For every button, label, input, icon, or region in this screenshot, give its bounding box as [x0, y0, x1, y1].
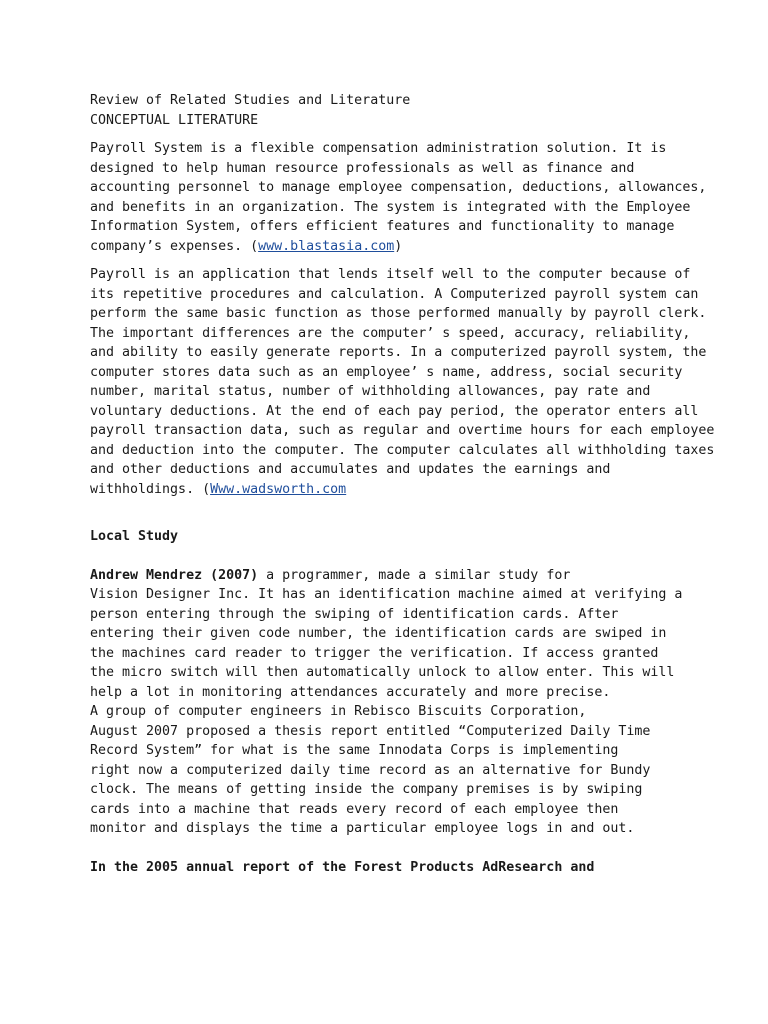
paragraph-line: computer stores data such as an employee’ s name, address, social security — [90, 364, 683, 380]
local-study-heading: Local Study — [90, 529, 179, 544]
paragraph-line: right now a computerized daily time record as an alternative for Bundy — [90, 762, 651, 778]
paragraph-line: Information System, offers efficient features and functionality to manage — [90, 219, 675, 234]
author-name: Andrew Mendrez (2007) — [90, 567, 259, 583]
paragraph-line — [90, 237, 690, 257]
paragraph-payroll-application — [90, 265, 715, 499]
paragraph-line: designed to help human resource professionals as well as finance and — [90, 160, 635, 176]
paragraph-line: August 2007 proposed a thesis report entitled “Computerized Daily Time — [90, 723, 651, 739]
paragraph-line: the micro switch will then automatically unlock to allow enter. This will — [90, 665, 675, 680]
paragraph-line: person entering through the swiping of identification cards. After — [90, 606, 619, 622]
annual-report-line: In the 2005 annual report of the Forest Products AdResearch and — [90, 859, 595, 875]
paragraph-line: Payroll System is a flexible compensation administration solution. It is — [90, 141, 667, 156]
paragraph-line: Payroll is an application that lends itself well to the computer because of — [90, 267, 691, 282]
paragraph-line: entering their given code number, the identification cards are swiped in — [90, 626, 667, 641]
paragraph-line: voluntary deductions. At the end of each pay period, the operator enters all — [90, 403, 699, 419]
paragraph-line: number, marital status, number of withholding allowances, pay rate and — [90, 384, 651, 399]
paragraph-line: accounting personnel to manage employee compensation, deductions, allowances, — [90, 180, 707, 195]
paragraph-line: perform the same basic function as those performed manually by payroll clerk. — [90, 306, 707, 321]
paragraph-local-study — [90, 566, 690, 839]
section-subtitle: CONCEPTUAL LITERATURE — [90, 112, 259, 128]
paragraph-line — [90, 566, 690, 586]
blastasia-link[interactable]: www.blastasia.com — [258, 238, 395, 254]
paragraph-line: Vision Designer Inc. It has an identification machine aimed at verifying a — [90, 587, 683, 602]
paragraph-line: Record System” for what is the same Innodata Corps is implementing — [90, 743, 619, 758]
paragraph-line: A group of computer engineers in Rebisco Biscuits Corporation, — [90, 704, 587, 719]
line-text: ) — [394, 238, 403, 254]
paragraph-line: and deduction into the computer. The computer calculates all withholding taxes — [90, 442, 715, 458]
wadsworth-link[interactable]: Www.wadsworth.com — [210, 481, 347, 497]
paragraph-line: The important differences are the computer’ s speed, accuracy, reliability, — [90, 325, 691, 341]
paragraph-line: and ability to easily generate reports. In a computerized payroll system, the — [90, 345, 707, 360]
paragraph-line: and other deductions and accumulates and updates the earnings and — [90, 462, 611, 477]
paragraph-line: its repetitive procedures and calculation. A Computerized payroll system can — [90, 286, 699, 302]
paragraph-line: monitor and displays the time a particular employee logs in and out. — [90, 821, 635, 836]
paragraph-line: payroll transaction data, such as regular and overtime hours for each employee — [90, 423, 715, 438]
line-text: withholdings. ( — [90, 481, 211, 497]
paragraph-line: the machines card reader to trigger the verification. If access granted — [90, 645, 659, 661]
document-body — [90, 91, 715, 877]
paragraph-line: and benefits in an organization. The system is integrated with the Employee — [90, 199, 691, 215]
paragraph-line: help a lot in monitoring attendances accurately and more precise. — [90, 684, 611, 700]
paragraph-line: cards into a machine that reads every record of each employee then — [90, 801, 619, 817]
paragraph-payroll-system — [90, 139, 707, 256]
paragraph-line — [90, 480, 690, 500]
line-text: company’s expenses. ( — [90, 238, 259, 254]
paragraph-line: clock. The means of getting inside the company premises is by swiping — [90, 782, 643, 797]
section-title: Review of Related Studies and Literature — [90, 93, 411, 108]
line-text: a programmer, made a similar study for — [258, 567, 571, 583]
